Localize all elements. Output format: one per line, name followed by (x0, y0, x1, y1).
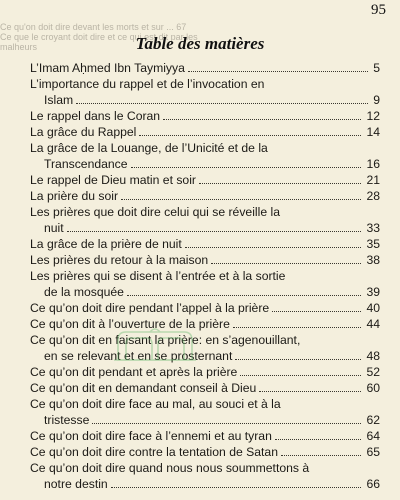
toc-entry (30, 76, 380, 108)
toc-entry-line (30, 76, 380, 92)
toc-entry-line (30, 428, 380, 444)
toc-entry-line (30, 188, 380, 204)
dot-leader (121, 199, 361, 200)
toc-entry (30, 204, 380, 236)
toc-entry-line (30, 444, 380, 460)
dot-leader (127, 295, 361, 296)
table-of-contents (30, 60, 380, 492)
toc-entry-page: 52 (366, 365, 380, 379)
toc-entry-page: 39 (366, 285, 380, 299)
dot-leader (67, 231, 362, 232)
toc-entry-line (30, 300, 380, 316)
toc-entry-page: 65 (366, 445, 380, 459)
dot-leader (188, 71, 368, 72)
toc-entry-page: 66 (366, 477, 380, 491)
dot-leader (211, 263, 361, 264)
toc-entry-line (30, 220, 380, 236)
toc-entry-page: 64 (366, 429, 380, 443)
dot-leader (163, 119, 361, 120)
toc-entry-title: Ce qu’on dit pendant et après la prière (30, 365, 238, 379)
toc-entry (30, 172, 380, 188)
toc-entry-title: Le rappel de Dieu matin et soir (30, 173, 196, 187)
toc-entry-line (30, 364, 380, 380)
toc-entry-title: Ce qu’on dit en faisant la prière: en s’agenouillant, (30, 333, 301, 347)
toc-entry-title: La grâce du Rappel (30, 125, 137, 139)
toc-entry-page: 40 (366, 301, 380, 315)
toc-entry (30, 428, 380, 444)
dot-leader (259, 391, 361, 392)
toc-entry-line (30, 380, 380, 396)
toc-entry-title: La grâce de la prière de nuit (30, 237, 182, 251)
toc-entry-line (30, 156, 380, 172)
toc-entry-line (30, 332, 380, 348)
watermark-logo-icon (112, 326, 198, 366)
toc-entry-title: Les prières que doit dire celui qui se réveille la (30, 205, 280, 219)
page-number: 95 (371, 2, 386, 18)
toc-entry-page: 16 (366, 157, 380, 171)
toc-entry-page: 5 (373, 61, 380, 75)
toc-entry-title: notre destin (44, 477, 108, 491)
dot-leader (111, 487, 362, 488)
dot-leader (185, 247, 362, 248)
toc-entry-title: L’Imam Aḥmed Ibn Taymiyya (30, 61, 185, 75)
toc-entry-line (30, 268, 380, 284)
toc-entry (30, 188, 380, 204)
dot-leader (131, 167, 362, 168)
toc-entry (30, 444, 380, 460)
toc-entry-page: 60 (366, 381, 380, 395)
dot-leader (235, 359, 361, 360)
toc-entry-title: Ce qu’on doit dire face au mal, au souci et à la (30, 397, 281, 411)
toc-entry-title: La grâce de la Louange, de l’Unicité et de la (30, 141, 268, 155)
toc-entry-line (30, 316, 380, 332)
dot-leader (281, 455, 361, 456)
toc-entry (30, 140, 380, 172)
toc-entry (30, 124, 380, 140)
toc-entry-title: en se relevant et en se prosternant (44, 349, 233, 363)
dot-leader (233, 327, 362, 328)
dot-leader (76, 103, 368, 104)
toc-entry-line (30, 476, 380, 492)
toc-entry-title: Les prières du retour à la maison (30, 253, 209, 267)
toc-entry-title: Islam (44, 93, 74, 107)
dot-leader (272, 311, 361, 312)
toc-entry-page: 33 (366, 221, 380, 235)
toc-entry-line (30, 396, 380, 412)
toc-entry-title: tristesse (44, 413, 90, 427)
toc-entry (30, 460, 380, 492)
toc-entry (30, 236, 380, 252)
toc-entry-page: 12 (366, 109, 380, 123)
dot-leader (199, 183, 361, 184)
toc-entry-page: 14 (366, 125, 380, 139)
toc-entry-title: Ce qu’on doit dire quand nous nous soummettons à (30, 461, 310, 475)
toc-entry-title: de la mosquée (44, 285, 124, 299)
toc-entry-line (30, 124, 380, 140)
toc-entry-page: 38 (366, 253, 380, 267)
toc-entry-title: nuit (44, 221, 64, 235)
dot-leader (240, 375, 361, 376)
toc-title: Table des matières (135, 34, 265, 53)
toc-entry-page: 9 (373, 93, 380, 107)
toc-entry-line (30, 284, 380, 300)
toc-entry-page: 44 (366, 317, 380, 331)
toc-entry (30, 252, 380, 268)
toc-entry-title: Ce qu’on doit dire contre la tentation de Satan (30, 445, 278, 459)
toc-entry-title: La prière du soir (30, 189, 119, 203)
toc-entry (30, 364, 380, 380)
toc-entry-title: Ce qu’on dit à l’ouverture de la prière (30, 317, 230, 331)
toc-entry-line (30, 252, 380, 268)
toc-entry-title: Les prières qui se disent à l’entrée et à la sortie (30, 269, 286, 283)
toc-entry-line (30, 140, 380, 156)
bleed-through-line: Ce qu'on doit dire devant les morts et sur ... 67 (0, 22, 187, 32)
toc-entry-line (30, 460, 380, 476)
dot-leader (275, 439, 362, 440)
toc-entry-title: Transcendance (44, 157, 128, 171)
toc-entry-line (30, 412, 380, 428)
toc-entry-line (30, 236, 380, 252)
toc-entry-page: 48 (366, 349, 380, 363)
toc-entry (30, 300, 380, 316)
toc-entry-line (30, 172, 380, 188)
toc-entry-line (30, 348, 380, 364)
toc-entry-line (30, 108, 380, 124)
toc-entry-line (30, 60, 380, 76)
toc-entry (30, 268, 380, 300)
toc-entry (30, 108, 380, 124)
toc-entry-title: Ce qu’on doit dire pendant l’appel à la prière (30, 301, 270, 315)
toc-entry-line (30, 204, 380, 220)
toc-entry-page: 35 (366, 237, 380, 251)
toc-entry-page: 28 (366, 189, 380, 203)
toc-entry (30, 316, 380, 332)
bleed-through-line: Ce que le croyant doit dire et ce qui est dit par les (0, 32, 198, 42)
toc-entry-title: L’importance du rappel et de l’invocation en (30, 77, 265, 91)
toc-entry-title: Ce qu’on doit dire face à l’ennemi et au tyran (30, 429, 272, 443)
toc-entry-page: 62 (366, 413, 380, 427)
toc-entry (30, 332, 380, 364)
toc-entry (30, 380, 380, 396)
toc-entry (30, 396, 380, 428)
toc-entry (30, 60, 380, 76)
toc-entry-title: Le rappel dans le Coran (30, 109, 161, 123)
bleed-through-line: malheurs (0, 42, 38, 52)
dot-leader (92, 423, 361, 424)
toc-entry-page: 21 (366, 173, 380, 187)
toc-entry-line (30, 92, 380, 108)
toc-entry-title: Ce qu’on dit en demandant conseil à Dieu (30, 381, 257, 395)
dot-leader (139, 135, 361, 136)
